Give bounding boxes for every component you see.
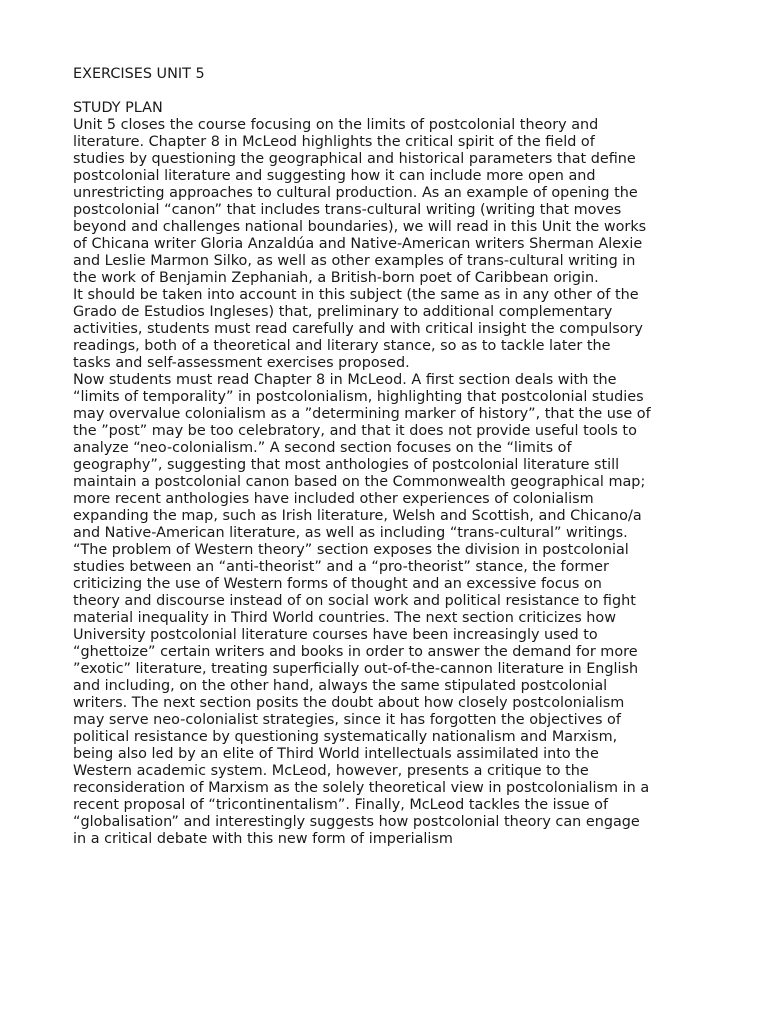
text-line: University postcolonial literature courses have been increasingly used to bbox=[73, 627, 598, 643]
text-line: studies by questioning the geographical and historical parameters that define bbox=[73, 151, 636, 167]
text-line: of Chicana writer Gloria Anzaldúa and Native-American writers Sherman Alexie bbox=[73, 236, 643, 252]
text-line: literature. Chapter 8 in McLeod highlights the critical spirit of the field of bbox=[73, 134, 595, 150]
text-line: unrestricting approaches to cultural production. As an example of opening the bbox=[73, 185, 638, 201]
text-line: Now students must read Chapter 8 in McLeod. A first section deals with the bbox=[73, 372, 617, 388]
text-line: activities, students must read carefully and with critical insight the compulsory bbox=[73, 321, 643, 337]
text-line: and Native-American literature, as well as including “trans-cultural” writings. bbox=[73, 525, 628, 541]
text-line: may serve neo-colonialist strategies, since it has forgotten the objectives of bbox=[73, 712, 621, 728]
text-line: political resistance by questioning systematically nationalism and Marxism, bbox=[73, 729, 618, 745]
text-line: maintain a postcolonial canon based on the Commonwealth geographical map; bbox=[73, 474, 646, 490]
text-line: postcolonial “canon” that includes trans-cultural writing (writing that moves bbox=[73, 202, 622, 218]
text-line: analyze “neo-colonialism.” A second section focuses on the “limits of bbox=[73, 440, 572, 456]
text-line: more recent anthologies have included other experiences of colonialism bbox=[73, 491, 594, 507]
text-line: tasks and self-assessment exercises proposed. bbox=[73, 355, 410, 371]
body-text bbox=[73, 117, 713, 848]
text-line: expanding the map, such as Irish literature, Welsh and Scottish, and Chicano/a bbox=[73, 508, 642, 524]
text-line: writers. The next section posits the doubt about how closely postcolonialism bbox=[73, 695, 625, 711]
text-line: Grado de Estudios Ingleses) that, preliminary to additional complementary bbox=[73, 304, 613, 320]
text-line: being also led by an elite of Third World intellectuals assimilated into the bbox=[73, 746, 599, 762]
text-line: “limits of temporality” in postcolonialism, highlighting that postcolonial studies bbox=[73, 389, 644, 405]
text-line: Unit 5 closes the course focusing on the limits of postcolonial theory and bbox=[73, 117, 599, 133]
text-line: and including, on the other hand, always the same stipulated postcolonial bbox=[73, 678, 608, 694]
text-line: the work of Benjamin Zephaniah, a British-born poet of Caribbean origin. bbox=[73, 270, 599, 286]
text-line: material inequality in Third World countries. The next section criticizes how bbox=[73, 610, 616, 626]
text-line: “globalisation” and interestingly suggests how postcolonial theory can engage bbox=[73, 814, 640, 830]
text-line: may overvalue colonialism as a ”determining marker of history”, that the use of bbox=[73, 406, 651, 422]
text-line: theory and discourse instead of on social work and political resistance to fight bbox=[73, 593, 636, 609]
text-line: and Leslie Marmon Silko, as well as other examples of trans-cultural writing in bbox=[73, 253, 636, 269]
text-line: “The problem of Western theory” section exposes the division in postcolonial bbox=[73, 542, 629, 558]
document-title: EXERCISES UNIT 5 bbox=[73, 66, 205, 82]
text-line: “ghettoize” certain writers and books in order to answer the demand for more bbox=[73, 644, 638, 660]
text-line: the ”post” may be too celebratory, and that it does not provide useful tools to bbox=[73, 423, 637, 439]
text-line: studies between an “anti-theorist” and a “pro-theorist” stance, the former bbox=[73, 559, 609, 575]
text-line: Western academic system. McLeod, however, presents a critique to the bbox=[73, 763, 589, 779]
text-line: in a critical debate with this new form of imperialism bbox=[73, 831, 453, 847]
text-line: readings, both of a theoretical and literary stance, so as to tackle later the bbox=[73, 338, 611, 354]
text-line: geography”, suggesting that most anthologies of postcolonial literature still bbox=[73, 457, 620, 473]
text-line: postcolonial literature and suggesting how it can include more open and bbox=[73, 168, 596, 184]
text-line: It should be taken into account in this subject (the same as in any other of the bbox=[73, 287, 639, 303]
text-line: ”exotic” literature, treating superficially out-of-the-cannon literature in English bbox=[73, 661, 639, 677]
text-line: beyond and challenges national boundaries), we will read in this Unit the works bbox=[73, 219, 647, 235]
text-line: criticizing the use of Western forms of thought and an excessive focus on bbox=[73, 576, 602, 592]
document-page bbox=[73, 66, 713, 848]
text-line: reconsideration of Marxism as the solely theoretical view in postcolonialism in a bbox=[73, 780, 650, 796]
text-line: recent proposal of “tricontinentalism”. Finally, McLeod tackles the issue of bbox=[73, 797, 609, 813]
section-title: STUDY PLAN bbox=[73, 100, 163, 116]
blank-line bbox=[73, 83, 713, 100]
